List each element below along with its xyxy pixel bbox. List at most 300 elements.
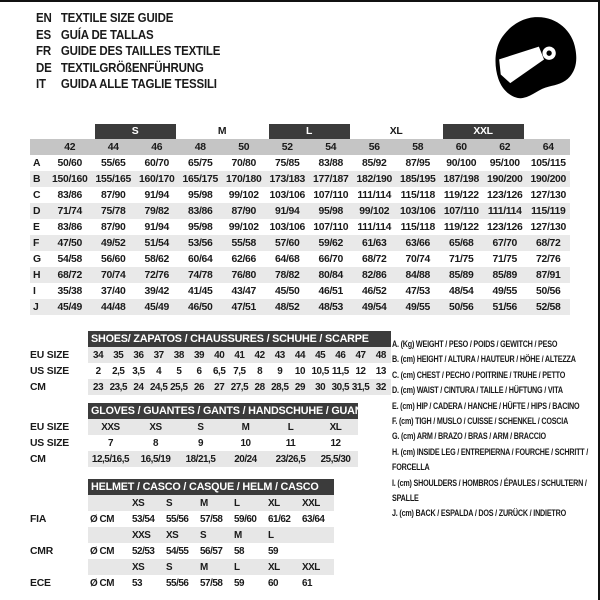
value-cell: 51/56	[483, 299, 527, 315]
measure-letter: J	[30, 299, 48, 315]
value-cell: 48/54	[449, 285, 474, 297]
size-cell: S	[198, 527, 232, 543]
value-cell: 23,5	[108, 379, 128, 395]
legend-item: H. (cm) INSIDE LEG / ENTREPIERNA / FOURCHE / SCHRITT / FORCELLA	[392, 446, 589, 473]
value-cell: 91/94	[144, 189, 170, 201]
value-cell: 85/92	[362, 157, 387, 169]
size-cell	[300, 527, 334, 543]
value-cell: 72/76	[536, 253, 561, 265]
value-cell: 53/56	[179, 235, 223, 251]
value-cell: 54/58	[57, 253, 82, 265]
spacer-cell	[527, 124, 571, 139]
size-number: 58	[396, 139, 440, 155]
value-cell: 115/118	[400, 221, 435, 233]
value-cell: 10,5	[311, 365, 329, 377]
language-title: TEXTILGRÖßENFÜHRUNG	[60, 60, 204, 75]
value-cell: 52/58	[527, 299, 571, 315]
value-cell: 111/114	[357, 189, 392, 201]
value-cell: 103/106	[269, 189, 306, 201]
value-cell: 4	[156, 365, 162, 377]
textile-size-table	[30, 124, 570, 315]
size-cell: XL	[266, 495, 300, 511]
value-cell: 28	[250, 379, 270, 395]
value-cell: 60/64	[188, 253, 213, 265]
language-row	[36, 27, 220, 44]
gloves-us-row	[30, 435, 358, 451]
value-cell: 10	[240, 437, 251, 449]
shoes-eu-row	[30, 347, 391, 363]
helmet-ece-row	[30, 575, 334, 591]
value-cell: 27,5	[229, 379, 249, 395]
measure-letter: C	[33, 189, 41, 201]
spacer-cell	[30, 331, 88, 347]
value-cell: 27	[209, 379, 229, 395]
value-cell: 170/180	[222, 171, 266, 187]
legend-item: A. (Kg) WEIGHT / PESO / POIDS / GEWITCH / PESO	[392, 339, 558, 349]
helmet-header-row	[30, 479, 334, 495]
value-cell: 37/40	[100, 285, 126, 297]
value-cell: 48/53	[309, 299, 353, 315]
value-cell: 38	[169, 347, 189, 363]
value-cell: 40	[209, 347, 229, 363]
value-cell: 70/74	[92, 267, 136, 283]
value-cell: 78/82	[266, 267, 310, 283]
value-cell: 67/70	[483, 235, 527, 251]
value-cell: 95/98	[309, 203, 353, 219]
value-cell: 43	[270, 347, 290, 363]
value-cell: 7,5	[233, 365, 246, 377]
value-cell: 58/62	[144, 253, 170, 265]
value-cell: 83/86	[57, 189, 82, 201]
helmet-icon	[487, 12, 582, 107]
value-cell: 185/195	[396, 171, 440, 187]
value-cell: 2	[95, 365, 101, 377]
size-cell: XS	[164, 527, 198, 543]
size-number: 62	[483, 139, 527, 155]
value-cell: 107/110	[313, 221, 349, 233]
value-cell: 59	[268, 545, 279, 557]
value-cell: 26	[189, 379, 209, 395]
row-label: CM	[30, 381, 46, 393]
value-cell: 66/70	[318, 253, 344, 265]
value-cell: 190/200	[527, 171, 571, 187]
value-cell: 87/90	[100, 221, 126, 233]
measure-letter: D	[30, 203, 48, 219]
value-cell: 63/66	[396, 235, 440, 251]
standard-label: CMR	[30, 545, 54, 557]
legend-item: C. (cm) CHEST / PECHO / POITRINE / TRUHE / PETTO	[392, 369, 566, 380]
value-cell: 59/60	[234, 513, 257, 525]
value-cell: 35/38	[57, 285, 82, 297]
value-cell: 45/49	[48, 299, 92, 315]
value-cell: 187/198	[440, 171, 484, 187]
shoes-cm-row	[30, 379, 391, 395]
size-number: 48	[179, 139, 223, 155]
value-cell: 82/86	[353, 267, 397, 283]
value-cell: 60/70	[144, 157, 170, 169]
gloves-table	[30, 403, 372, 467]
value-cell: 8	[152, 437, 159, 449]
size-cell: XS	[130, 495, 164, 511]
value-cell: 6,5	[213, 365, 226, 377]
size-number: 46	[135, 139, 179, 155]
size-group-label: XXL	[443, 124, 524, 139]
value-cell: 45/49	[135, 299, 179, 315]
value-cell: 55/56	[166, 513, 189, 525]
size-number: 42	[48, 139, 92, 155]
value-cell: 150/160	[48, 171, 92, 187]
value-cell: 41/45	[188, 285, 213, 297]
value-cell: 47/50	[48, 235, 92, 251]
top-border	[0, 0, 600, 2]
row-label: US SIZE	[30, 365, 70, 377]
value-cell: 105/115	[530, 157, 566, 169]
value-cell: 9	[197, 437, 204, 449]
gloves-header-row	[30, 403, 358, 419]
value-cell: 65/75	[188, 157, 213, 169]
spacer-cell	[88, 559, 130, 575]
language-row	[36, 60, 220, 77]
value-cell: S	[178, 419, 223, 435]
size-group-label: L	[269, 124, 350, 139]
value-cell: 11	[285, 437, 296, 449]
value-cell: 72/76	[135, 267, 179, 283]
size-cell: L	[232, 559, 266, 575]
value-cell: 53/54	[132, 513, 155, 525]
size-cell: M	[198, 559, 232, 575]
value-cell: 57/58	[200, 577, 223, 589]
value-cell: 32	[371, 379, 391, 395]
value-cell: 64/68	[275, 253, 300, 265]
measure-letter: A	[33, 157, 41, 169]
value-cell: 10	[294, 365, 306, 377]
value-cell: 74/78	[179, 267, 223, 283]
value-cell: 80/84	[309, 267, 353, 283]
legend-item: I. (cm) SHOULDERS / HOMBROS / ÉPAULES / SCHULTERN / SPALLE	[392, 477, 587, 504]
size-cell: S	[164, 495, 198, 511]
value-cell: 48/52	[266, 299, 310, 315]
unit-cell: Ø CM	[90, 577, 114, 589]
measure-row	[30, 283, 570, 299]
value-cell: 50/56	[440, 299, 484, 315]
value-cell: 68/72	[48, 267, 92, 283]
value-cell: 87/91	[527, 267, 571, 283]
spacer-cell	[30, 124, 92, 139]
legend-item: E. (cm) HIP / CADERA / HANCHE / HÜFTE / HIPS / BACINO	[392, 400, 580, 411]
value-cell: 99/102	[353, 203, 397, 219]
value-cell: 119/122	[443, 221, 479, 233]
value-cell: 30	[310, 379, 330, 395]
measure-row	[30, 267, 570, 283]
value-cell: 182/190	[353, 171, 397, 187]
value-cell: 111/114	[357, 221, 392, 233]
measure-row	[30, 187, 570, 203]
value-cell: M	[223, 419, 268, 435]
value-cell: 60	[268, 577, 279, 589]
value-cell: 47	[350, 347, 370, 363]
size-number: 64	[527, 139, 571, 155]
value-cell: 36	[128, 347, 148, 363]
spacer-cell	[30, 527, 88, 543]
value-cell: 39	[189, 347, 209, 363]
language-title: GUÍA DE TALLAS	[60, 27, 154, 42]
corner-cell	[30, 139, 48, 155]
size-cell: S	[164, 559, 198, 575]
row-label: US SIZE	[30, 437, 70, 449]
value-cell: 87/90	[100, 189, 126, 201]
value-cell: 62/66	[231, 253, 257, 265]
value-cell: 87/90	[222, 203, 266, 219]
value-cell: 75/78	[92, 203, 136, 219]
helmet-title: HELMET / CASCO / CASQUE / HELM / CASCO	[88, 479, 334, 495]
value-cell: 49/55	[492, 285, 518, 297]
value-cell: 55/56	[166, 577, 189, 589]
row-label: CM	[30, 453, 46, 465]
value-cell: 83/88	[318, 157, 344, 169]
measure-letter: H	[30, 267, 48, 283]
size-group-l	[266, 124, 353, 139]
measure-row	[30, 299, 570, 315]
value-cell: 165/175	[179, 171, 223, 187]
value-cell: L	[268, 419, 313, 435]
value-cell: 95/98	[188, 221, 213, 233]
value-cell: 47/51	[222, 299, 266, 315]
value-cell: 13	[375, 365, 386, 377]
size-number: 50	[222, 139, 266, 155]
size-cell: XXL	[300, 495, 334, 511]
language-code: DE	[36, 60, 52, 75]
value-cell: 37	[149, 347, 169, 363]
value-cell: 177/187	[309, 171, 353, 187]
language-title: TEXTILE SIZE GUIDE	[60, 11, 174, 25]
size-cell: XL	[266, 559, 300, 575]
value-cell: 173/183	[266, 171, 310, 187]
value-cell: 46/51	[318, 285, 344, 297]
value-cell: 56/60	[100, 253, 126, 265]
value-cell: 103/106	[269, 221, 306, 233]
value-cell: 53	[132, 577, 143, 589]
size-cell: L	[232, 495, 266, 511]
value-cell: 115/119	[527, 203, 571, 219]
value-cell: 123/126	[487, 221, 523, 233]
value-cell: 103/106	[396, 203, 440, 219]
value-cell: 71/75	[492, 253, 518, 265]
helmet-fia-row	[30, 511, 334, 527]
value-cell: 45	[310, 347, 330, 363]
value-cell: 47/53	[405, 285, 431, 297]
value-cell: 123/126	[487, 189, 523, 201]
value-cell: 95/100	[489, 157, 520, 169]
value-cell: 29	[290, 379, 310, 395]
value-cell: 44/48	[92, 299, 136, 315]
value-cell: 71/74	[48, 203, 92, 219]
value-cell: 46/50	[179, 299, 223, 315]
value-cell: 107/110	[313, 189, 349, 201]
gloves-cm-row	[30, 451, 358, 467]
size-group-s	[92, 124, 179, 139]
value-cell: 46	[330, 347, 350, 363]
value-cell: 12,5/16,5	[88, 451, 133, 467]
value-cell: 95/98	[188, 189, 213, 201]
spacer-cell	[30, 403, 88, 419]
shoes-table	[30, 331, 391, 395]
value-cell: 58	[234, 545, 245, 557]
helmet-sizes-row	[30, 527, 334, 543]
size-number: 52	[266, 139, 310, 155]
value-cell: 127/130	[530, 221, 567, 233]
gloves-title: GLOVES / GUANTES / GANTS / HANDSCHUHE / GUANTI	[88, 403, 358, 419]
value-cell: 43/47	[231, 285, 257, 297]
value-cell: 41	[229, 347, 249, 363]
value-cell: 65/68	[440, 235, 484, 251]
value-cell: 76/80	[222, 267, 266, 283]
measure-letter: F	[30, 235, 48, 251]
standard-label: FIA	[30, 513, 47, 525]
value-cell: 115/118	[400, 189, 435, 201]
helmet-sizes-row	[30, 495, 334, 511]
size-cell: M	[232, 527, 266, 543]
value-cell: 35	[108, 347, 128, 363]
helmet-cmr-row	[30, 543, 334, 559]
value-cell: 31,5	[350, 379, 370, 395]
value-cell: 99/102	[228, 189, 259, 201]
size-cell: XS	[130, 559, 164, 575]
value-cell: 46/52	[362, 285, 387, 297]
value-cell: 84/88	[396, 267, 440, 283]
value-cell: 90/100	[446, 157, 477, 169]
gloves-eu-row	[30, 419, 358, 435]
value-cell: 49/52	[92, 235, 136, 251]
size-cell: L	[266, 527, 300, 543]
value-cell: 12	[330, 437, 341, 449]
value-cell: 71/75	[449, 253, 474, 265]
spacer-cell	[30, 479, 88, 495]
size-group-row	[30, 124, 570, 139]
value-cell: 5	[176, 365, 182, 377]
value-cell: 23	[88, 379, 108, 395]
size-number: 60	[440, 139, 484, 155]
value-cell: 87/95	[405, 157, 431, 169]
legend-item: D. (cm) WAIST / CINTURA / TAILLE / HÜFTUNG / VITA	[392, 385, 563, 396]
value-cell: 57/60	[266, 235, 310, 251]
measure-letter: E	[33, 221, 40, 233]
size-group-label: S	[95, 124, 176, 139]
value-cell: 12	[355, 365, 366, 377]
spacer-cell	[88, 495, 130, 511]
value-cell: 42	[250, 347, 270, 363]
value-cell: 59	[234, 577, 245, 589]
value-cell: 68/72	[362, 253, 387, 265]
measure-row	[30, 219, 570, 235]
value-cell: 20/24	[223, 451, 268, 467]
value-cell: 49/55	[396, 299, 440, 315]
value-cell: 55/58	[222, 235, 266, 251]
value-cell: 9	[277, 365, 283, 377]
value-cell: 85/89	[483, 267, 527, 283]
row-label: EU SIZE	[30, 421, 70, 433]
measure-row	[30, 155, 570, 171]
size-number: 44	[92, 139, 136, 155]
value-cell: 83/86	[179, 203, 223, 219]
language-code: IT	[36, 77, 46, 91]
value-cell: 61/63	[353, 235, 397, 251]
measure-row	[30, 171, 570, 187]
value-cell: 155/165	[92, 171, 136, 187]
standard-label: ECE	[30, 577, 51, 589]
value-cell: 8	[257, 365, 263, 377]
value-cell: 24,5	[149, 379, 169, 395]
value-cell: 127/130	[530, 189, 567, 201]
size-group-xl: XL	[389, 126, 403, 137]
value-cell: 63/64	[302, 513, 325, 525]
measure-row	[30, 203, 570, 219]
shoes-title: SHOES/ ZAPATOS / CHAUSSURES / SCHUHE / SCARPE	[88, 331, 391, 347]
value-cell: 91/94	[266, 203, 310, 219]
language-title: GUIDA ALLE TAGLIE TESSILI	[60, 77, 217, 91]
size-cell: M	[198, 495, 232, 511]
value-cell: 25,5/30	[313, 451, 358, 467]
language-title: GUIDE DES TAILLES TEXTILE	[60, 44, 221, 58]
shoes-us-row	[30, 363, 391, 379]
value-cell: 55/65	[100, 157, 126, 169]
value-cell: 68/72	[527, 235, 571, 251]
value-cell: 119/122	[443, 189, 479, 201]
unit-cell: Ø CM	[90, 513, 114, 525]
value-cell: 190/200	[483, 171, 527, 187]
language-row	[36, 76, 220, 93]
value-cell: XXS	[88, 419, 133, 435]
value-cell: 51/54	[135, 235, 179, 251]
value-cell: 39/42	[144, 285, 170, 297]
shoes-header-row	[30, 331, 391, 347]
language-code: FR	[36, 44, 51, 58]
row-label: EU SIZE	[30, 349, 70, 361]
value-cell: 23/26,5	[268, 451, 313, 467]
value-cell: 2,5	[112, 365, 125, 377]
value-cell: 70/80	[231, 157, 257, 169]
value-cell: 99/102	[228, 221, 259, 233]
value-cell: 75/85	[275, 157, 300, 169]
value-cell	[300, 543, 334, 559]
value-cell: 111/114	[483, 203, 527, 219]
value-cell: 83/86	[57, 221, 82, 233]
value-cell: 3,5	[132, 365, 145, 377]
value-cell: 59/62	[309, 235, 353, 251]
value-cell: 61	[302, 577, 313, 589]
language-code: ES	[36, 27, 51, 42]
value-cell: 48	[371, 347, 391, 363]
measurement-legend	[392, 337, 599, 522]
value-cell: 25,5	[169, 379, 189, 395]
value-cell: 45/50	[275, 285, 300, 297]
spacer-cell	[88, 527, 130, 543]
value-cell: 54/55	[166, 545, 189, 557]
measure-row	[30, 251, 570, 267]
legend-item: F. (cm) TIGH / MUSLO / CUISSE / SCHENKEL / COSCIA	[392, 416, 569, 427]
value-cell: 30,5	[330, 379, 350, 395]
value-cell: 49/54	[353, 299, 397, 315]
language-code: EN	[36, 11, 52, 25]
value-cell: 44	[290, 347, 310, 363]
value-cell: 34	[88, 347, 108, 363]
legend-item: B. (cm) HEIGHT / ALTURA / HAUTEUR / HÖHE / ALTEZZA	[392, 354, 576, 365]
value-cell: XL	[313, 419, 358, 435]
value-cell: 57/58	[200, 513, 223, 525]
value-cell: 11,5	[331, 365, 349, 377]
measure-row	[30, 235, 570, 251]
helmet-table	[30, 479, 334, 591]
size-number-row	[30, 139, 570, 155]
